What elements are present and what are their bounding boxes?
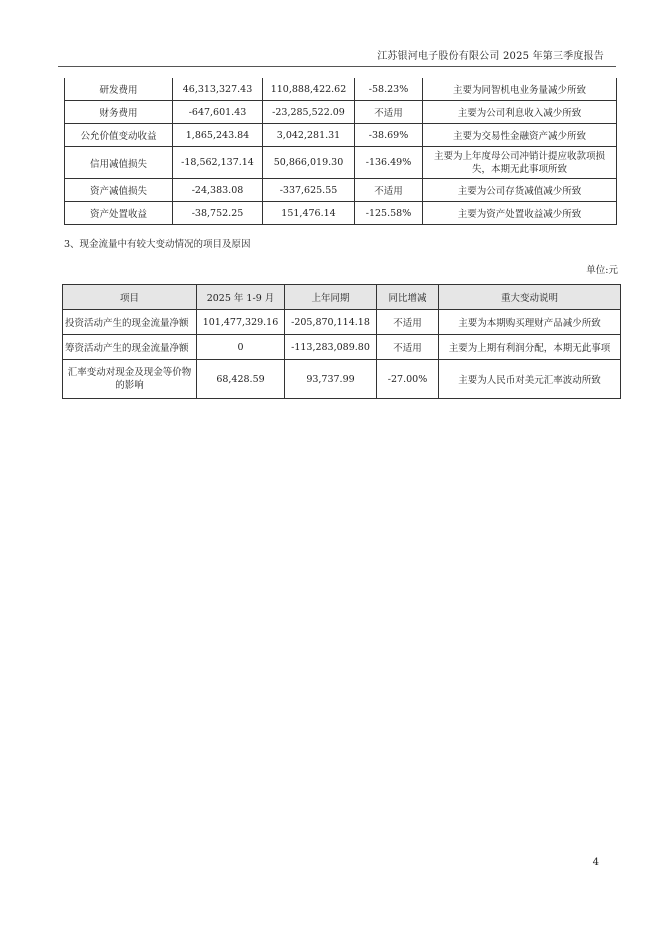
row-reason: 主要为上期有利润分配，本期无此事项 — [439, 335, 621, 360]
unit-label: 单位:元 — [586, 265, 618, 276]
header-item: 项目 — [63, 285, 197, 310]
row-prior: -205,870,114.18 — [285, 310, 377, 335]
row-reason: 主要为人民币对美元汇率波动所致 — [439, 360, 621, 399]
page-number: 4 — [592, 857, 599, 868]
row-item: 资产减值损失 — [65, 179, 173, 202]
row-change: -58.23% — [355, 78, 423, 101]
row-prior: -113,283,089.80 — [285, 335, 377, 360]
row-reason: 主要为公司利息收入减少所致 — [423, 101, 617, 124]
row-change: 不适用 — [377, 310, 439, 335]
row-item: 信用减值损失 — [65, 147, 173, 179]
row-prior: -23,285,522.09 — [263, 101, 355, 124]
income-statement-changes-table — [64, 78, 617, 225]
row-item: 研发费用 — [65, 78, 173, 101]
header-reason: 重大变动说明 — [439, 285, 621, 310]
header-divider — [58, 66, 616, 67]
row-reason: 主要为同智机电业务量减少所致 — [423, 78, 617, 101]
row-prior: 3,042,281.31 — [263, 124, 355, 147]
header-change: 同比增减 — [377, 285, 439, 310]
row-current: 46,313,327.43 — [173, 78, 263, 101]
header-prior: 上年同期 — [285, 285, 377, 310]
row-current: 101,477,329.16 — [197, 310, 285, 335]
row-change: -136.49% — [355, 147, 423, 179]
table-header-row — [63, 285, 621, 310]
table-row — [65, 147, 617, 179]
row-prior: 110,888,422.62 — [263, 78, 355, 101]
row-item: 投资活动产生的现金流量净额 — [63, 310, 197, 335]
table-row — [65, 124, 617, 147]
table-row — [65, 101, 617, 124]
header-current: 2025 年 1-9 月 — [197, 285, 285, 310]
row-current: 68,428.59 — [197, 360, 285, 399]
row-current: -38,752.25 — [173, 202, 263, 225]
row-change: 不适用 — [355, 101, 423, 124]
row-current: 1,865,243.84 — [173, 124, 263, 147]
row-reason: 主要为交易性金融资产减少所致 — [423, 124, 617, 147]
report-header-title: 江苏银河电子股份有限公司 2025 年第三季度报告 — [377, 51, 604, 62]
cash-flow-changes-table — [62, 284, 621, 399]
row-item: 公允价值变动收益 — [65, 124, 173, 147]
row-current: -18,562,137.14 — [173, 147, 263, 179]
row-current: -647,601.43 — [173, 101, 263, 124]
table-row — [63, 335, 621, 360]
row-prior: -337,625.55 — [263, 179, 355, 202]
row-prior: 50,866,019.30 — [263, 147, 355, 179]
row-item: 汇率变动对现金及现金等价物的影响 — [63, 360, 197, 399]
table-row — [63, 310, 621, 335]
row-change: 不适用 — [355, 179, 423, 202]
table-row — [65, 78, 617, 101]
row-item: 资产处置收益 — [65, 202, 173, 225]
row-item: 筹资活动产生的现金流量净额 — [63, 335, 197, 360]
row-reason: 主要为资产处置收益减少所致 — [423, 202, 617, 225]
section-title: 3、现金流量中有较大变动情况的项目及原因 — [64, 239, 251, 250]
table-row — [63, 360, 621, 399]
row-change: -125.58% — [355, 202, 423, 225]
row-prior: 93,737.99 — [285, 360, 377, 399]
row-reason: 主要为公司存货减值减少所致 — [423, 179, 617, 202]
table-row — [65, 202, 617, 225]
row-current: 0 — [197, 335, 285, 360]
row-item: 财务费用 — [65, 101, 173, 124]
row-current: -24,383.08 — [173, 179, 263, 202]
row-change: -38.69% — [355, 124, 423, 147]
row-prior: 151,476.14 — [263, 202, 355, 225]
row-change: 不适用 — [377, 335, 439, 360]
row-reason: 主要为上年度母公司冲销计提应收款项损失，本期无此事项所致 — [423, 147, 617, 179]
table-row — [65, 179, 617, 202]
row-reason: 主要为本期购买理财产品减少所致 — [439, 310, 621, 335]
row-change: -27.00% — [377, 360, 439, 399]
